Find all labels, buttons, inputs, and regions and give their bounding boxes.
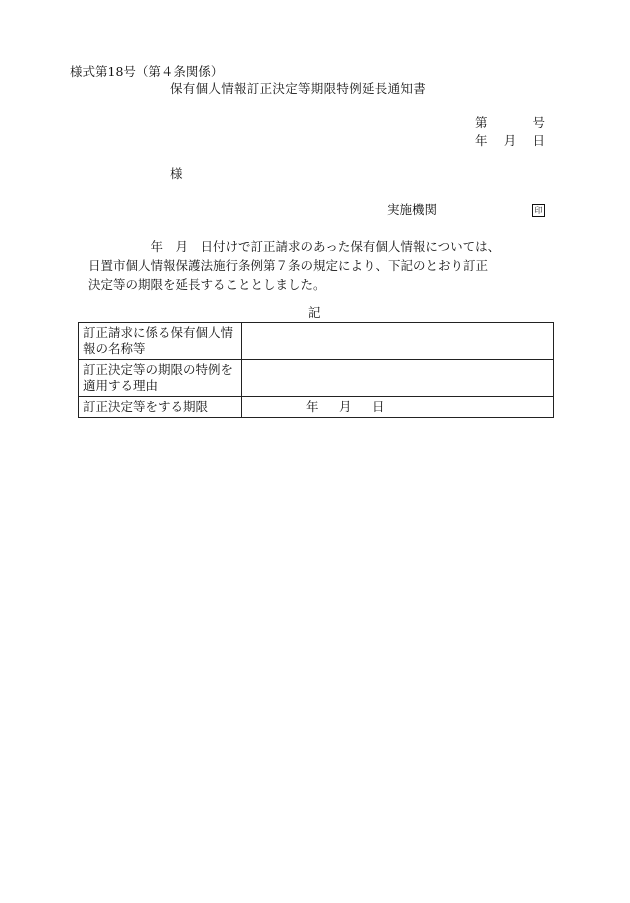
deadline-day: 日	[371, 399, 385, 414]
notice-body	[88, 237, 558, 294]
body-line-3: 決定等の期限を延長することとしました。	[88, 277, 326, 292]
row-value-info-name	[242, 323, 554, 360]
body-line-2: 日置市個人情報保護法施行条例第７条の規定により、下記のとおり訂正	[88, 258, 489, 273]
row-label-deadline: 訂正決定等をする期限	[79, 397, 242, 418]
date-month: 月	[503, 133, 517, 148]
issuer-label: 実施機関	[387, 202, 438, 218]
row-value-deadline	[242, 397, 554, 418]
seal-mark: 印	[532, 204, 545, 217]
table-row	[79, 323, 554, 360]
row-value-reason	[242, 360, 554, 397]
row-label-reason: 訂正決定等の期限の特例を適用する理由	[79, 360, 242, 397]
number-prefix: 第	[475, 115, 488, 130]
deadline-month: 月	[338, 399, 352, 414]
number-suffix: 号	[532, 115, 545, 130]
addressee-honorific: 様	[170, 166, 183, 181]
table-row	[79, 360, 554, 397]
details-table	[78, 322, 554, 418]
row-label-info-name: 訂正請求に係る保有個人情報の名称等	[79, 323, 242, 360]
body-line-1: 年 月 日付けで訂正請求のあった保有個人情報については、	[88, 239, 501, 254]
document-number-line	[475, 117, 545, 130]
issuer-block	[387, 204, 545, 217]
note-heading: 記	[308, 305, 321, 320]
date-year: 年	[475, 133, 488, 148]
deadline-year: 年	[306, 399, 319, 414]
deadline-date	[246, 399, 384, 415]
document-title: 保有個人情報訂正決定等期限特例延長通知書	[170, 81, 427, 96]
table-row	[79, 397, 554, 418]
issue-date-line	[475, 135, 545, 148]
form-number-label: 様式第18号（第４条関係）	[70, 64, 224, 79]
date-day: 日	[532, 133, 545, 148]
